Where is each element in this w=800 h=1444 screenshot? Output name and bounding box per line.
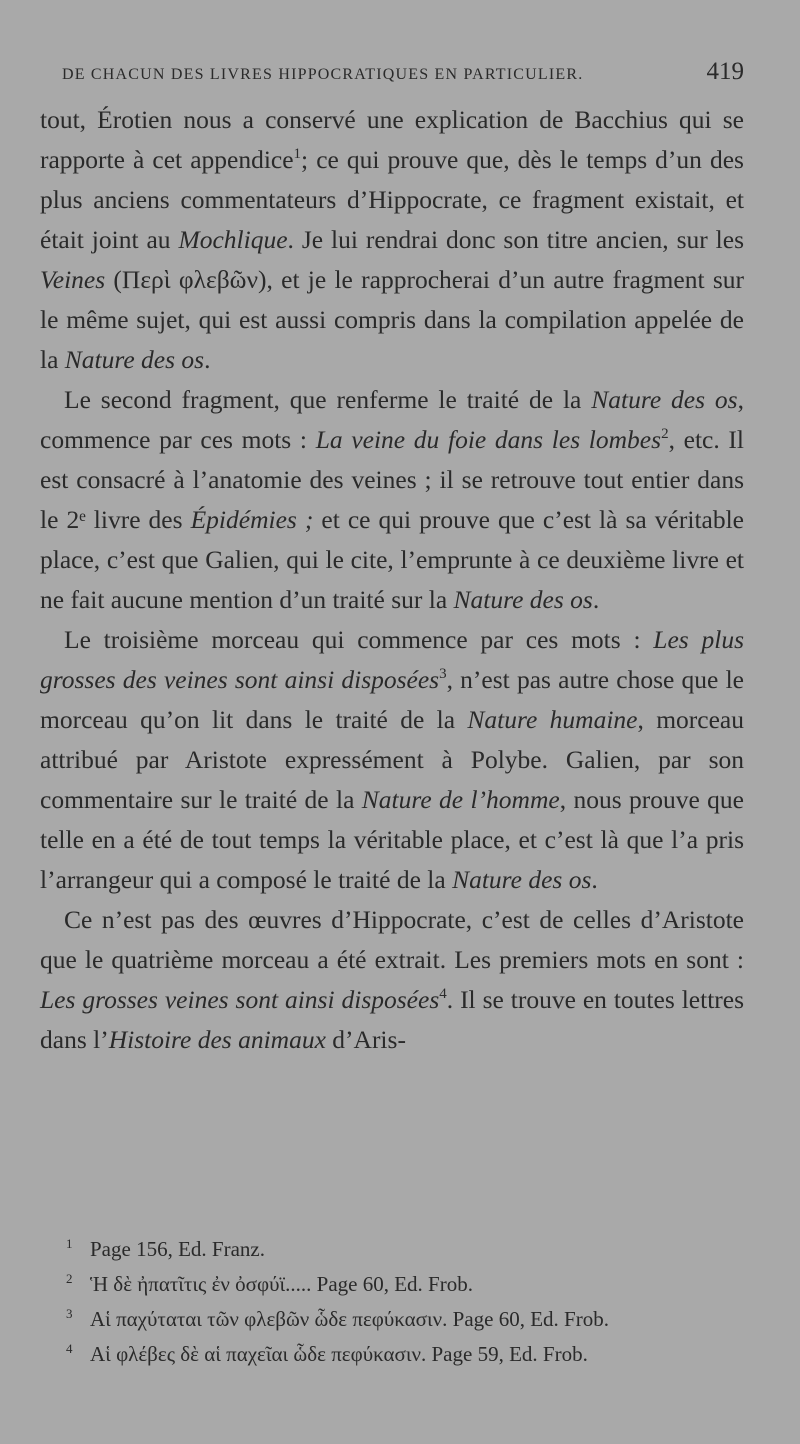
italic-title: Nature des os	[591, 385, 738, 414]
italic-title: Épidémies ;	[190, 505, 314, 534]
page-header	[62, 58, 744, 86]
running-head: DE CHACUN DES LIVRES HIPPOCRATIQUES EN PARTICULIER.	[62, 66, 584, 83]
italic-title: Nature des os	[453, 585, 593, 614]
italic-quote: Les grosses veines sont ainsi disposées	[40, 985, 440, 1014]
text-run: , n’est pas autre chose que le morceau qu’on lit dans le traité de la	[40, 665, 744, 734]
italic-quote: Les plus grosses des veines sont ainsi disposées	[40, 625, 744, 694]
text-run: , morceau attribué par Aristote expressément à Polybe. Galien, par son commentaire sur le traité de la	[40, 705, 744, 814]
footnotes	[66, 1232, 744, 1372]
italic-title: Nature de l’homme	[361, 785, 560, 814]
italic-title: Mochlique	[178, 225, 288, 254]
body-text	[40, 100, 744, 1060]
text-run: .	[204, 345, 211, 374]
footnote-text: Αἱ φλέβες δὲ αἱ παχεῖαι ὧδε πεφύκασιν. Page 59, Ed. Frob.	[90, 1342, 588, 1366]
text-run: (Περὶ φλεβῶν), et je le rapprocherai d’un autre fragment sur le même sujet, qui est aussi compris dans la compilation appelée de la	[40, 265, 744, 374]
italic-title: Nature humaine	[467, 705, 638, 734]
paragraph-2	[40, 380, 744, 620]
paragraph-4	[40, 900, 744, 1060]
footnote	[66, 1232, 744, 1267]
footnote-text: Page 156, Ed. Franz.	[90, 1237, 265, 1261]
footnote	[66, 1267, 744, 1302]
italic-title: Histoire des animaux	[108, 1025, 326, 1054]
footnote	[66, 1337, 744, 1372]
text-run: , nous prouve que telle en a été de tout temps la véritable place, et c’est là que l’a pris l’arrangeur qui a composé le traité de la	[40, 785, 744, 894]
text-run: , etc. Il est consacré à l’anatomie des veines ; il se retrouve tout entier dans le 2ᵉ livre des	[40, 425, 744, 534]
footnote-ref-3: 3	[439, 666, 447, 682]
footnote-mark: 2	[66, 1271, 73, 1286]
italic-title: Nature des os	[64, 345, 205, 374]
text-run: tout, Érotien nous a conservé une explication de Bacchius qui se rapporte à cet appendice	[40, 105, 744, 174]
text-run: d’Aris-	[325, 1025, 406, 1054]
text-run: .	[591, 865, 598, 894]
footnote-text: Αἱ παχύταται τῶν φλεβῶν ὧδε πεφύκασιν. Page 60, Ed. Frob.	[90, 1307, 609, 1331]
text-run: . Je lui rendrai donc son titre ancien, sur les	[287, 225, 744, 254]
footnote-mark: 1	[66, 1236, 73, 1251]
italic-title: Nature des os	[452, 865, 592, 894]
paragraph-3	[40, 620, 744, 900]
text-run: .	[592, 585, 600, 614]
footnote-ref-4: 4	[439, 986, 447, 1002]
text-run: et ce qui prouve que c’est là sa véritable place, c’est que Galien, qui le cite, l’emprunte à ce deuxième livre et ne fait aucune mention d’un traité sur la	[40, 505, 744, 614]
footnote-mark: 4	[66, 1341, 73, 1356]
text-run: , commence par ces mots :	[40, 385, 744, 454]
page-number: 419	[706, 58, 744, 85]
footnote-ref-1: 1	[293, 146, 302, 162]
text-run: Ce n’est pas des œuvres d’Hippocrate, c’est de celles d’Aristote que le quatrième morceau a été extrait. Les premiers mots en sont :	[40, 905, 744, 974]
italic-quote: La veine du foie dans les lombes	[315, 425, 662, 454]
text-run: ; ce qui prouve que, dès le temps d’un des plus anciens commentateurs d’Hippocrate, ce fragment existait, et était joint au	[40, 145, 744, 254]
paragraph-1	[40, 100, 744, 380]
footnote-ref-2: 2	[661, 426, 669, 442]
footnote-mark: 3	[66, 1306, 73, 1321]
text-run: Le troisième morceau qui commence par ces mots :	[64, 625, 654, 654]
italic-title: Veines	[40, 265, 106, 294]
footnote-text: Ἡ δὲ ἠπατῖτις ἐν ὀσφύϊ..... Page 60, Ed. Frob.	[90, 1272, 473, 1296]
text-run: Le second fragment, que renferme le traité de la	[64, 385, 592, 414]
text-run: . Il se trouve en toutes lettres dans l’	[40, 985, 745, 1054]
footnote	[66, 1302, 744, 1337]
